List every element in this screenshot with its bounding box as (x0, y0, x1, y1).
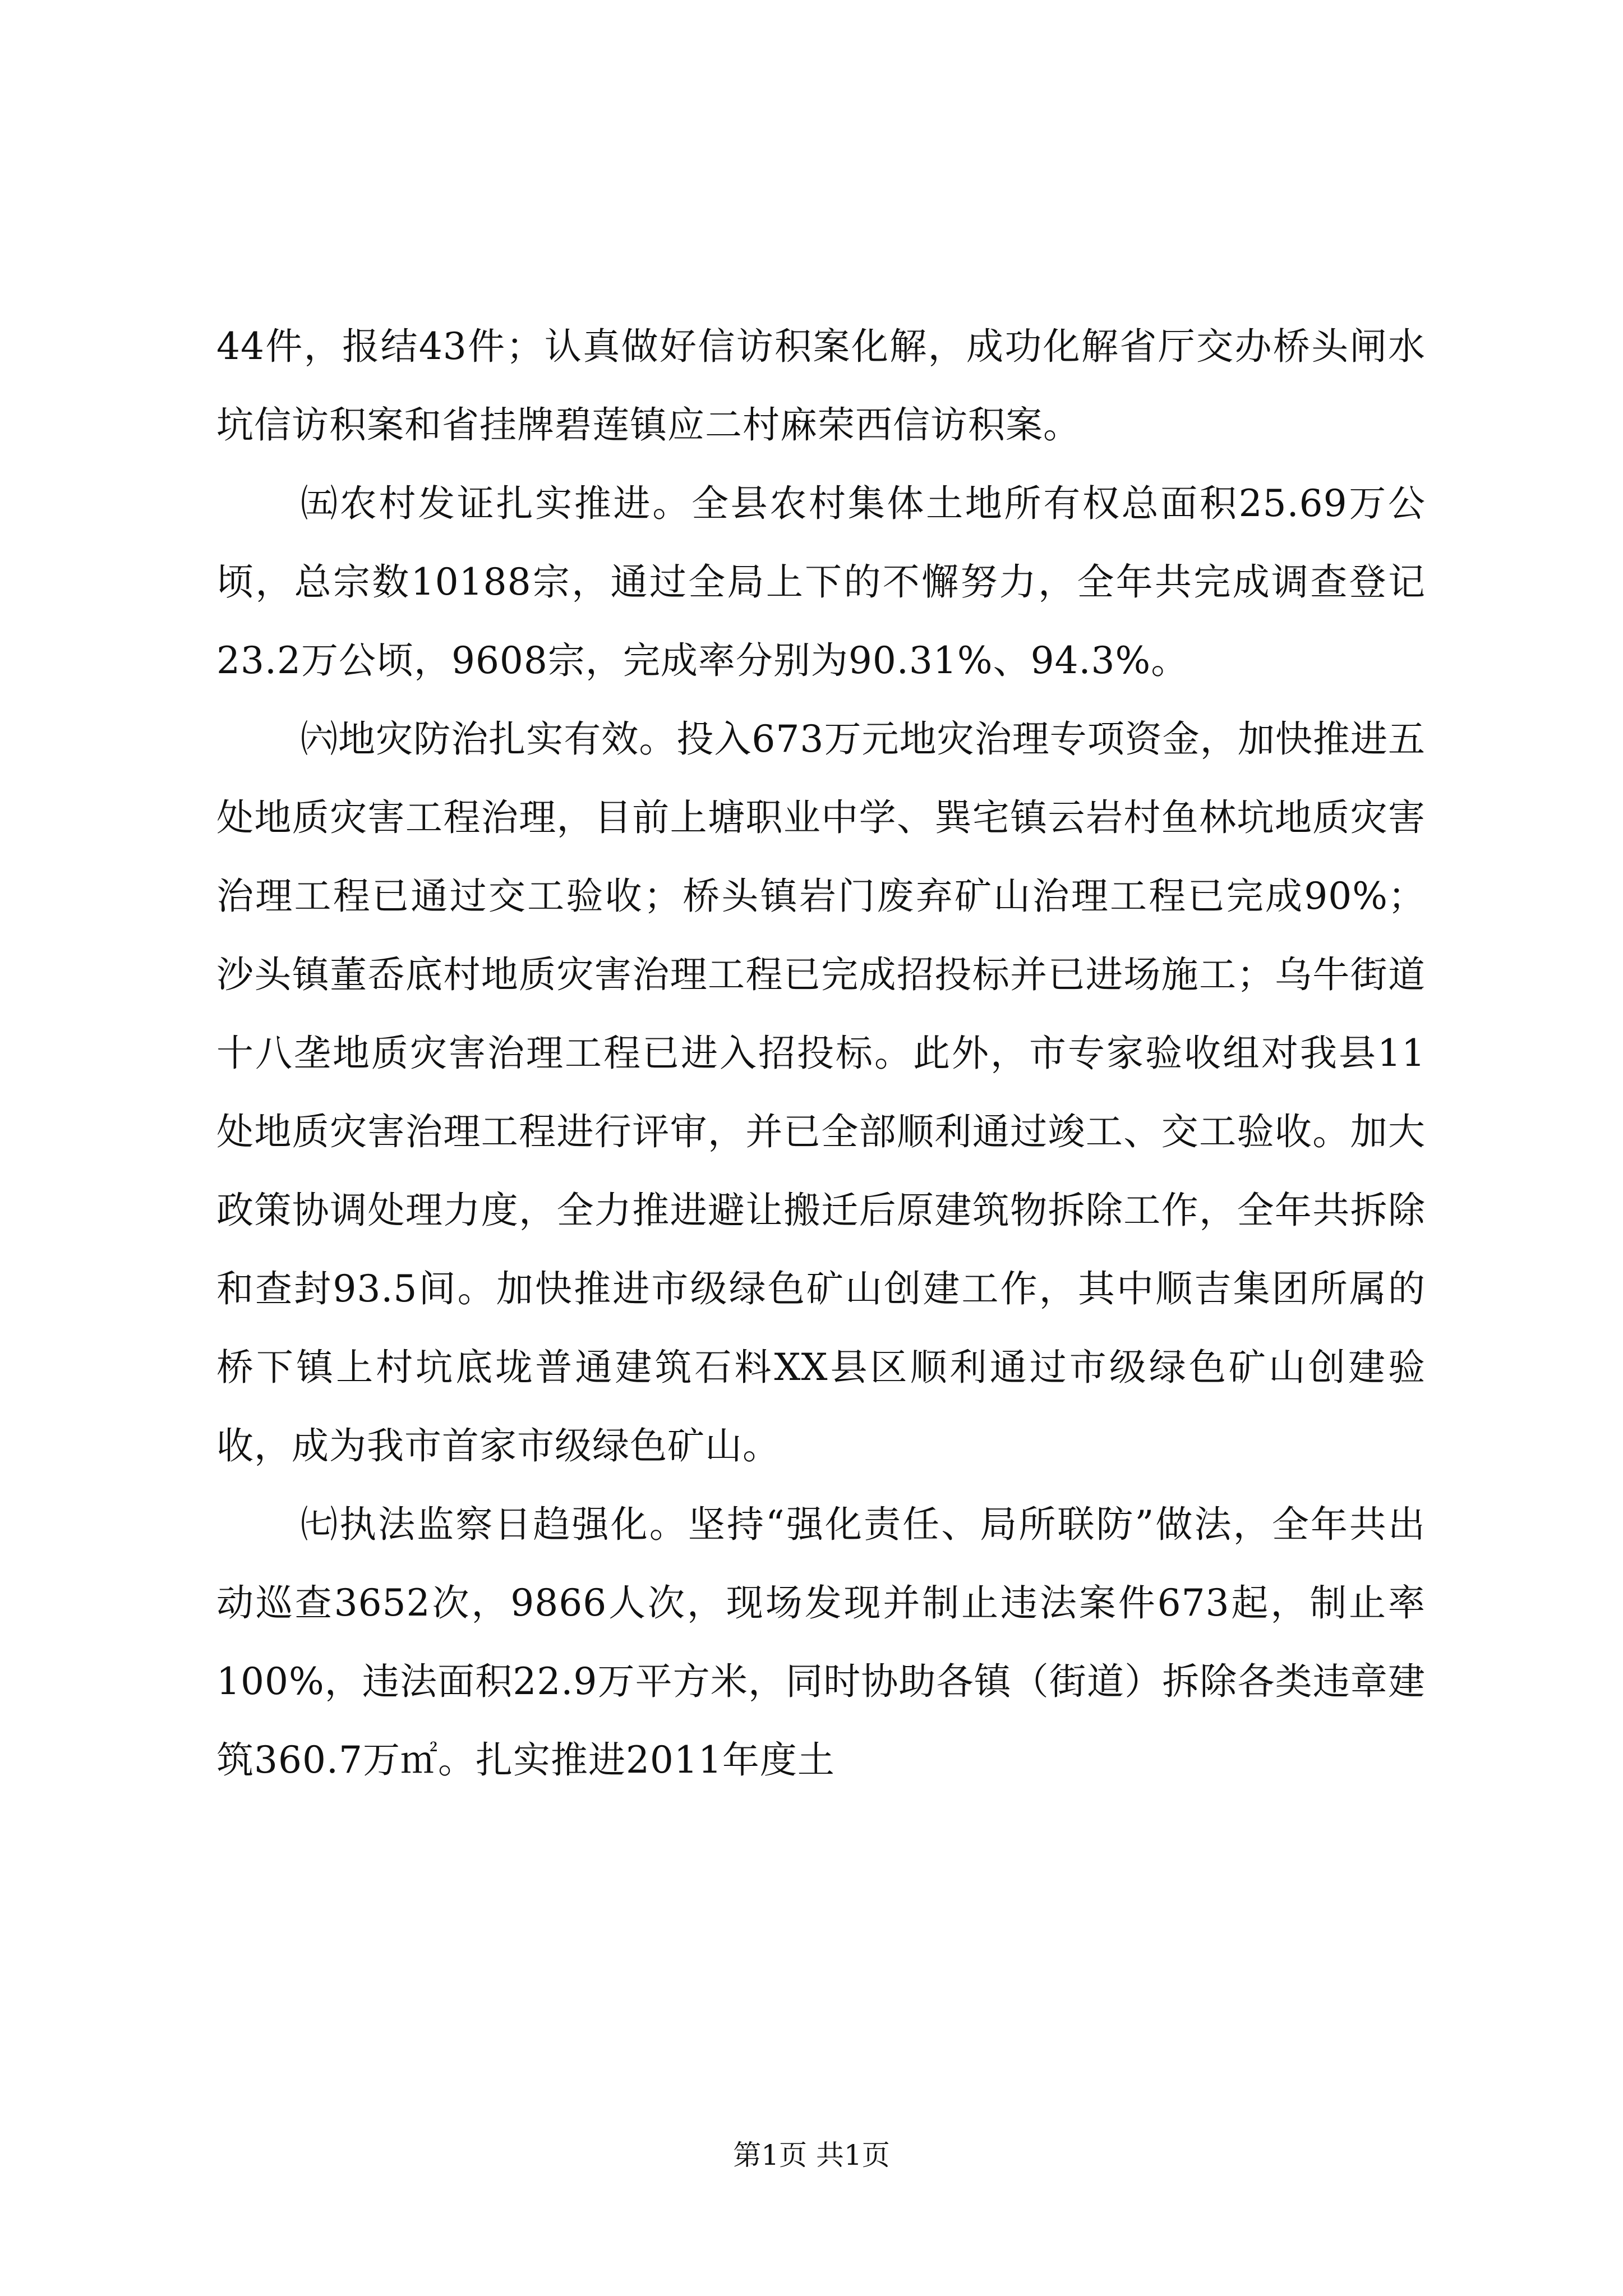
paragraph-continued: 44件，报结43件；认真做好信访积案化解，成功化解省厅交办桥头闸水坑信访积案和省挂牌碧莲镇应二村麻荣西信访积案。 (216, 325, 1426, 447)
page-footer: 第1页 共1页 (733, 2139, 890, 2171)
document-body (216, 307, 1426, 1800)
paragraph-law-enforcement: ㈦执法监察日趋强化。坚持“强化责任、局所联防”做法，全年共出动巡查3652次，9866人次，现场发现并制止违法案件673起，制止率100%，违法面积22.9万平方米，同时协助各镇（街道）拆除各类违章建筑360.7万㎡。扎实推进2011年度土 (216, 1503, 1426, 1782)
paragraph-rural-certification: ㈤农村发证扎实推进。全县农村集体土地所有权总面积25.69万公顷，总宗数10188宗，通过全局上下的不懈努力，全年共完成调查登记23.2万公顷，9608宗，完成率分别为90.31%、94.3%。 (216, 482, 1426, 682)
paragraph-disaster-prevention: ㈥地灾防治扎实有效。投入673万元地灾治理专项资金，加快推进五处地质灾害工程治理，目前上塘职业中学、巽宅镇云岩村鱼林坑地质灾害治理工程已通过交工验收；桥头镇岩门废弃矿山治理工程已完成90%；沙头镇董岙底村地质灾害治理工程已完成招投标并已进场施工；乌牛街道十八垄地质灾害治理工程已进入招投标。此外，市专家验收组对我县11处地质灾害治理工程进行评审，并已全部顺利通过竣工、交工验收。加大政策协调处理力度，全力推进避让搬迁后原建筑物拆除工作，全年共拆除和查封93.5间。加快推进市级绿色矿山创建工作，其中顺吉集团所属的桥下镇上村坑底垅普通建筑石料XX县区顺利通过市级绿色矿山创建验收，成为我市首家市级绿色矿山。 (216, 717, 1426, 1467)
